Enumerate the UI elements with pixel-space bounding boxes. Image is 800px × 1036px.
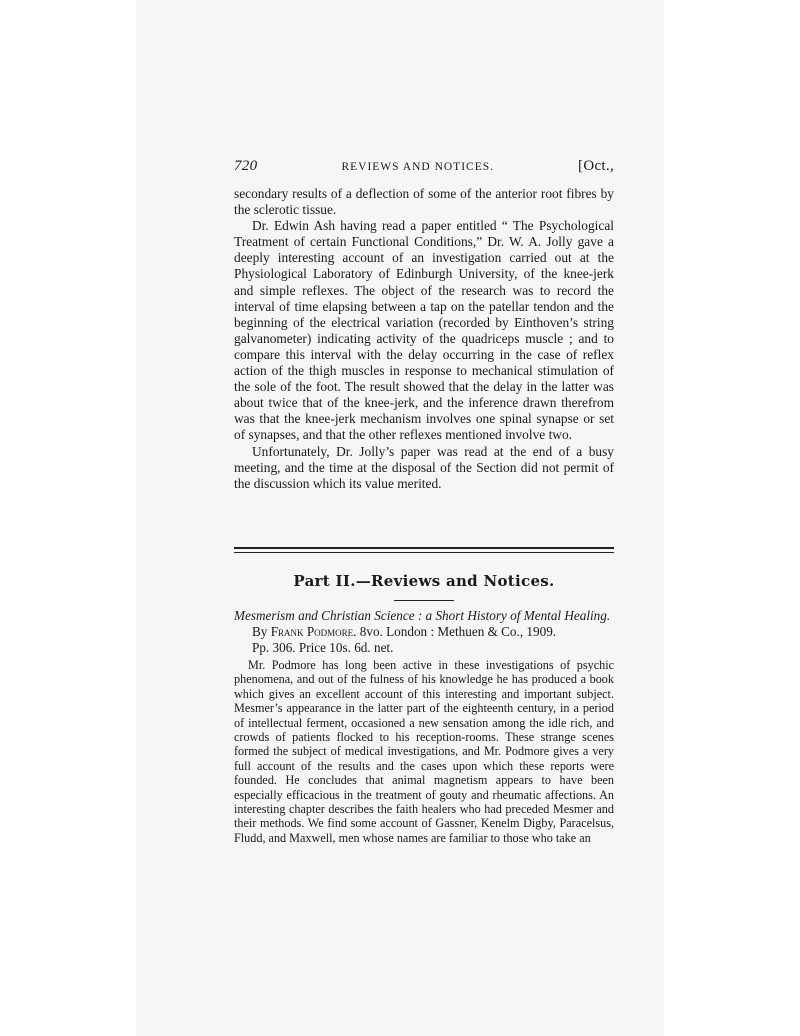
running-head bbox=[234, 158, 614, 186]
pages-price: Pp. 306. Price 10s. 6d. net. bbox=[252, 640, 394, 655]
review-paragraph: Mr. Podmore has long been active in these investigations of psychic phenomena, and out of the fulness of his knowledge he has produced a book which gives an excellent account of this interesting and important subject. Mesmer’s appearance in the latter part of the eighteenth century, in a period of intellectual ferment, occasioned a new sensation among the idle rich, and crowds of patients flocked to his reception-rooms. These strange scenes formed the subject of medical investigations, and Mr. Podmore gives a very full account of the results and the cases upon which these reports were founded. He concludes that animal magnetism appears to have been especially efficacious in the treatment of gouty and rheumatic affections. An interesting chapter describes the faith healers who had preceded Mesmer and their methods. We find some account of Gassner, Kenelm Digby, Paracelsus, Fludd, and Maxwell, men whose names are familiar to those who take an bbox=[234, 658, 614, 845]
publication-info: 8vo. London : Methuen & Co., 1909. bbox=[359, 624, 557, 639]
by-label: By bbox=[252, 624, 268, 639]
running-title: REVIEWS AND NOTICES. bbox=[341, 161, 495, 173]
author-name: Frank Podmore. bbox=[270, 624, 357, 639]
paragraph-unfortunately: Unfortunately, Dr. Jolly’s paper was read at the end of a busy meeting, and the time at the disposal of the Section did not permit of the discussion which its value merited. bbox=[234, 443, 614, 491]
paragraph-jolly-investigation: Dr. Edwin Ash having read a paper entitled “ The Psychological Treatment of certain Functional Conditions,” Dr. W. A. Jolly gave a deeply interesting account of an investigation carried out at the Physiological Laboratory of Edinburgh University, of the knee-jerk and simple reflexes. The object of the research was to record the interval of time elapsing between a tap on the patellar tendon and the beginning of the electrical variation (recorded by Einthoven’s string galvanometer) indicating activity of the quadriceps muscle ; and to compare this interval with the delay occurring in the case of reflex action of the thigh muscles in response to mechanical stimulation of the sole of the foot. The result showed that the delay in the latter was about twice that of the knee-jerk, and the inference drawn therefrom was that the knee-jerk mechanism involves one spinal synapse or set of synapses, and that the other reflexes mentioned involve two. bbox=[234, 218, 614, 443]
page-sheet bbox=[136, 0, 664, 1036]
publication-details bbox=[234, 624, 614, 656]
page-number: 720 bbox=[234, 158, 258, 174]
review-body bbox=[234, 658, 614, 845]
paragraph-continuation: secondary results of a deflection of some of the anterior root fibres by the sclerotic tissue. bbox=[234, 186, 614, 218]
section-report-text bbox=[234, 186, 614, 492]
review-entry bbox=[234, 608, 614, 656]
section-divider-rule bbox=[234, 547, 614, 553]
heading-underline-rule bbox=[394, 600, 454, 601]
part-heading: Part II.—Reviews and Notices. bbox=[293, 572, 555, 590]
book-title: Mesmerism and Christian Science : a Short History of Mental Healing. bbox=[234, 608, 611, 623]
running-date: [Oct., bbox=[578, 158, 614, 174]
page-content bbox=[234, 158, 614, 845]
